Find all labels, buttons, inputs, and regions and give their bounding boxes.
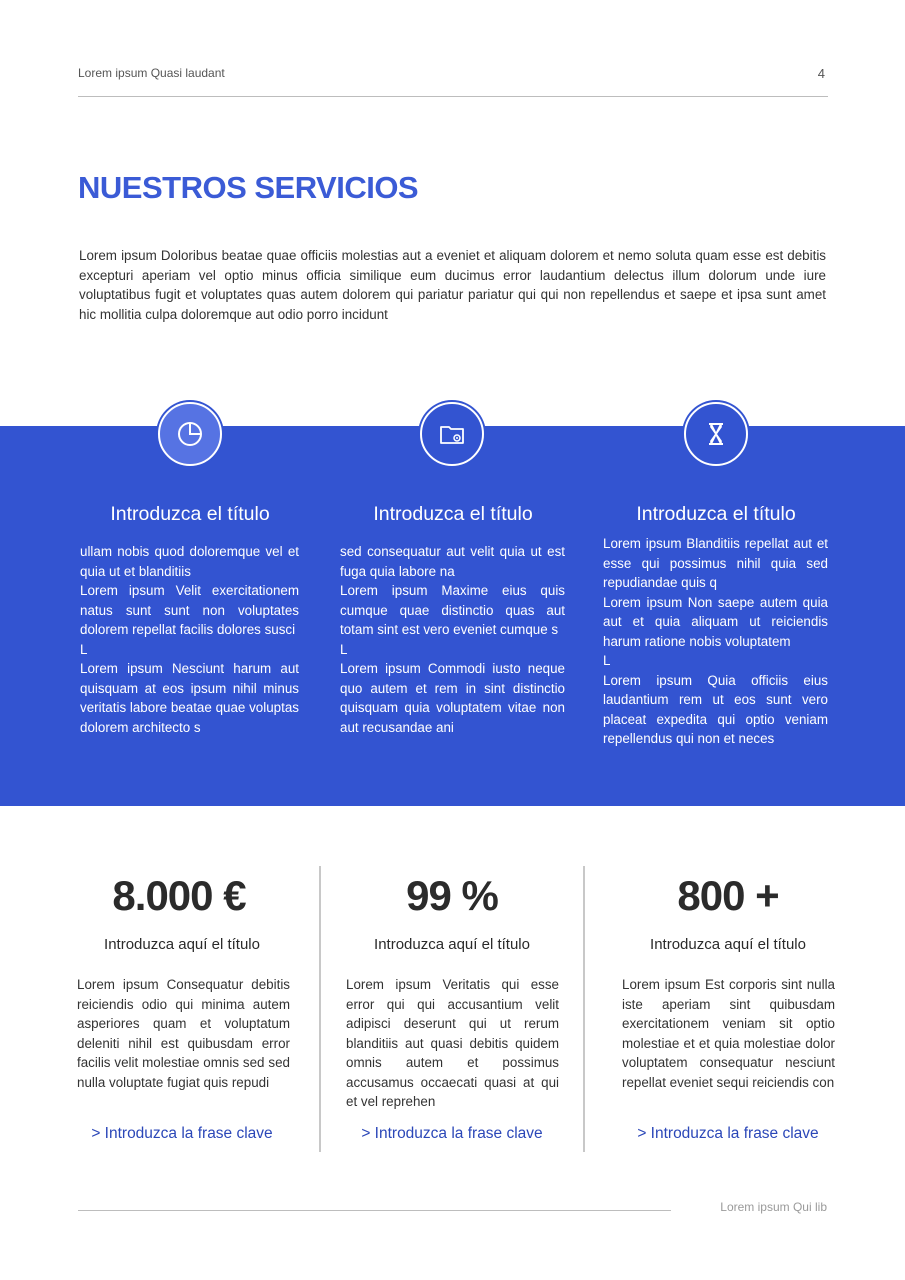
service-title: Introduzca el título	[373, 503, 533, 525]
keyword-link[interactable]: > Introduzca la frase clave	[91, 1125, 273, 1142]
header-divider	[78, 96, 828, 97]
footer-text: Lorem ipsum Qui lib	[720, 1200, 827, 1214]
service-title: Introduzca el título	[636, 503, 796, 525]
page-number: 4	[817, 66, 825, 81]
service-text: Lorem ipsum Blanditiis repellat aut et esse qui possimus nihil quia sed repudiandae quis q Lorem ipsum Non saepe autem quia aut et quia aliquam ut reiciendis harum ratione nobis voluptatem L Lorem ipsum Quia officiis eius laudantium rem ut eos sunt vero placeat expedita qui optio veniam repellendus qui non et neces	[603, 536, 828, 746]
stat-text: Lorem ipsum Consequatur debitis reiciendis odio qui minima autem asperiores quam et voluptatum deleniti nihil est quibusdam error facilis velit molestiae omnis sed sed nulla voluptate fugiat quis repudi	[77, 977, 290, 1090]
stat-title: Introduzca aquí el título	[650, 936, 806, 953]
service-text: ullam nobis quod doloremque vel et quia ut et blanditiis Lorem ipsum Velit exercitationem natus sunt sunt non voluptates dolorem repellat facilis dolores susci L Lorem ipsum Nesciunt harum aut quisquam at eos ipsum nihil minus veritatis labore beatae quae voluptas dolorem architecto s	[80, 544, 299, 735]
keyword-link[interactable]: > Introduzca la frase clave	[637, 1125, 819, 1142]
stat-text: Lorem ipsum Veritatis qui esse error qui qui accusantium velit adipisci deserunt qui ut rerum blanditiis aut quasi debitis quidem omnis autem et possimus accusamus occaecati quasi at qui et vel reprehen	[346, 977, 559, 1109]
service-title: Introduzca el título	[110, 503, 270, 525]
column-divider	[319, 866, 321, 1152]
hourglass-icon	[684, 402, 748, 466]
service-text: sed consequatur aut velit quia ut est fuga quia labore na Lorem ipsum Maxime eius quis cumque quae distinctio quas aut totam sint est vero eveniet cumque s L Lorem ipsum Commodi iusto neque quo autem et rem in sint distinctio quisquam quia voluptatem vitae non aut recusandae ani	[340, 544, 565, 735]
pie-chart-icon	[158, 402, 222, 466]
stat-value: 800 +	[677, 872, 779, 919]
intro-paragraph: Lorem ipsum Doloribus beatae quae officiis molestias aut a eveniet et aliquam dolorem et nemo soluta quam esse est debitis excepturi aperiam vel optio minus officia similique eum ducimus error laudantium delectus illum dolorum unde iure voluptatibus fugit et voluptates quas autem dolorem qui pariatur pariatur qui qui non repellendus et saepe et ipsa sunt amet hic mollitia culpa doloremque aut odio porro incidunt	[79, 248, 826, 322]
stat-title: Introduzca aquí el título	[374, 936, 530, 953]
stat-value: 8.000 €	[112, 872, 246, 919]
section-title: NUESTROS SERVICIOS	[78, 170, 419, 205]
stat-title: Introduzca aquí el título	[104, 936, 260, 953]
keyword-link[interactable]: > Introduzca la frase clave	[361, 1125, 543, 1142]
footer-divider	[78, 1210, 671, 1211]
header-title: Lorem ipsum Quasi laudant	[78, 66, 225, 80]
stat-text: Lorem ipsum Est corporis sint nulla iste aperiam sint quibusdam exercitationem veniam sit optio molestiae et et quia molestiae dolor voluptatem consequatur nesciunt repellat eveniet sequi reiciendis con	[622, 977, 835, 1090]
folder-settings-icon	[420, 402, 484, 466]
column-divider	[583, 866, 585, 1152]
stat-value: 99 %	[406, 872, 498, 919]
